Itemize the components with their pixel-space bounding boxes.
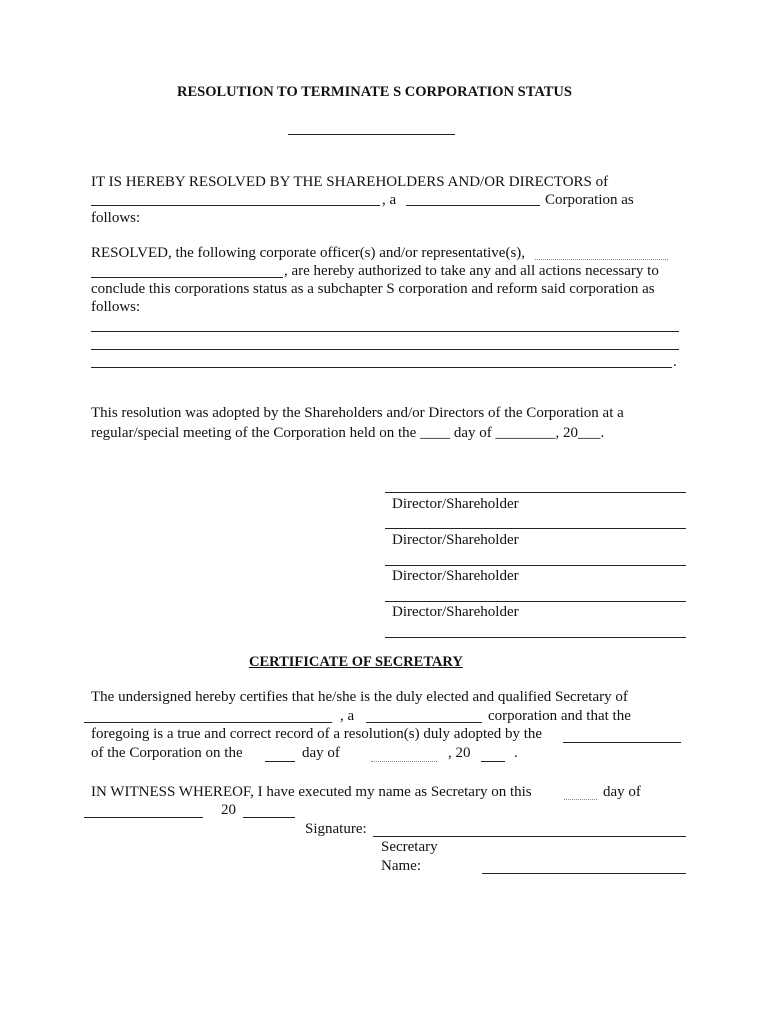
- cert-day-field[interactable]: [265, 761, 295, 762]
- cert-month-field[interactable]: [371, 761, 437, 762]
- certificate-line4c: , 20: [448, 745, 471, 761]
- certificate-heading: CERTIFICATE OF SECRETARY: [249, 654, 463, 670]
- witness-line: IN WITNESS WHEREOF, I have executed my name as Secretary on this: [91, 784, 532, 800]
- actions-field-3[interactable]: [91, 367, 672, 368]
- cert-state-field[interactable]: [366, 722, 482, 723]
- signature-line-1[interactable]: [385, 492, 686, 493]
- corporation-state-field[interactable]: [406, 205, 540, 206]
- officer-field-2[interactable]: [91, 277, 283, 278]
- corporation-name-field[interactable]: [91, 205, 380, 206]
- signature-label-2: Director/Shareholder: [392, 532, 519, 548]
- resolved-line2: , are hereby authorized to take any and all actions necessary to: [284, 263, 659, 279]
- resolution-line1: IT IS HEREBY RESOLVED BY THE SHAREHOLDERS AND/OR DIRECTORS of: [91, 174, 609, 190]
- resolution-line3: follows:: [91, 210, 141, 226]
- actions-field-1[interactable]: [91, 331, 679, 332]
- certificate-line4a: of the Corporation on the: [91, 745, 243, 761]
- secretary-name-field[interactable]: [482, 873, 686, 874]
- secretary-label: Secretary: [381, 839, 438, 855]
- signature-label: Signature:: [305, 821, 367, 837]
- witness-20: 20: [221, 802, 236, 818]
- secretary-signature-field[interactable]: [373, 836, 686, 837]
- signature-line-4[interactable]: [385, 601, 686, 602]
- certificate-line1: The undersigned hereby certifies that he/she is the duly elected and qualified Secretary of: [91, 689, 628, 705]
- certificate-line2a: , a: [340, 708, 355, 724]
- certificate-line4b: day of: [302, 745, 340, 761]
- signature-line-3[interactable]: [385, 565, 686, 566]
- adopted-line1: This resolution was adopted by the Shareholders and/or Directors of the Corporation at a: [91, 405, 624, 421]
- signature-label-4: Director/Shareholder: [392, 604, 519, 620]
- certificate-line4d: .: [514, 745, 518, 761]
- resolved-line1: RESOLVED, the following corporate officer(s) and/or representative(s),: [91, 245, 526, 261]
- resolved-line3: conclude this corporations status as a subchapter S corporation and reform said corporation as: [91, 281, 655, 297]
- signature-label-1: Director/Shareholder: [392, 496, 519, 512]
- signature-line-5[interactable]: [385, 637, 686, 638]
- witness-month-field[interactable]: [84, 817, 203, 818]
- signature-line-2[interactable]: [385, 528, 686, 529]
- cert-corporation-name-field[interactable]: [84, 722, 332, 723]
- document-title: RESOLUTION TO TERMINATE S CORPORATION STATUS: [177, 84, 572, 100]
- certificate-line3: foregoing is a true and correct record of a resolution(s) duly adopted by the: [91, 726, 543, 742]
- cert-adopted-by-field[interactable]: [563, 742, 681, 743]
- witness-dayof: day of: [603, 784, 641, 800]
- title-blank[interactable]: [288, 134, 455, 135]
- signature-label-3: Director/Shareholder: [392, 568, 519, 584]
- resolution-line2b: Corporation as: [545, 192, 634, 208]
- name-label: Name:: [381, 858, 421, 874]
- certificate-line2b: corporation and that the: [488, 708, 631, 724]
- officer-field-1[interactable]: [535, 259, 668, 260]
- resolution-line2a: , a: [382, 192, 397, 208]
- witness-day-field[interactable]: [564, 799, 597, 800]
- resolved-line4: follows:: [91, 299, 141, 315]
- adopted-line2: regular/special meeting of the Corporation held on the ____ day of ________, 20___.: [91, 425, 605, 441]
- actions-field-2[interactable]: [91, 349, 679, 350]
- witness-year-field[interactable]: [243, 817, 295, 818]
- cert-year-field[interactable]: [481, 761, 505, 762]
- actions-period: .: [673, 354, 677, 370]
